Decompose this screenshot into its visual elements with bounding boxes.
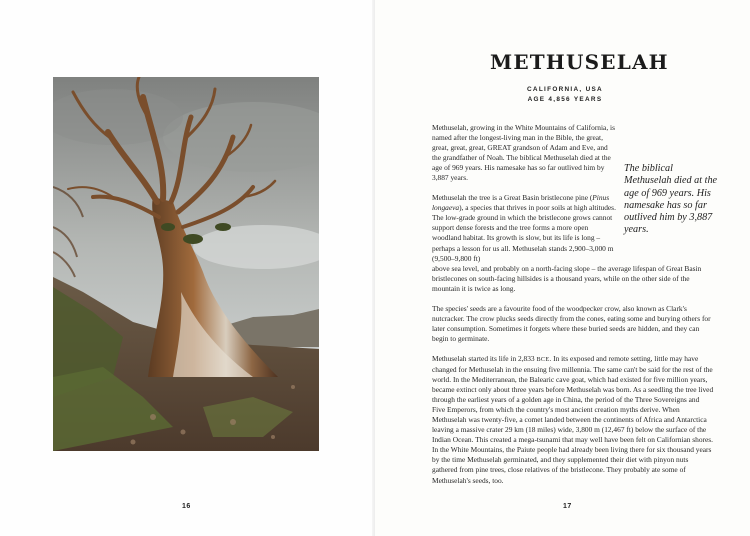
era-label: BCE <box>536 355 550 363</box>
paragraph-2-body: ), a species that thrives in poor soils at high altitudes. The low-grade ground in which the bristlecone grows cannot support dense forests and the tree forms a more open woodland habitat. Its growth is slow, but its life is long – perhaps a lesson for us all. Methuselah stands 2,900–3,000 m (9,500–9,800 ft) <box>432 203 616 263</box>
page-number: 17 <box>563 503 572 510</box>
paragraph-2-continued: above sea level, and probably on a north-facing slope – the average lifespan of Great Basin bristlecones on south-facing hillsides is a thousand years, while on the other side of the mountain it is twice as long. <box>432 263 702 293</box>
species-name: Pinus longaeva <box>432 193 610 213</box>
paragraph-2-top <box>432 193 616 263</box>
paragraph-4 <box>432 354 714 486</box>
chapter-title: METHUSELAH <box>490 50 669 74</box>
bristlecone-pine-photo <box>53 77 319 451</box>
pull-quote: The biblical Methuselah died at the age of 969 years. His namesake has so far outlived him by 3,887 years. <box>624 163 718 236</box>
paragraph-4-body: . In its exposed and remote setting, little may have changed for Methuselah in the ensuing five millennia. The same can't be said for the rest of the world. In the Mediterranean, the Balearic cave goat, which had existed for five million years, became extinct only about three years before Methuselah was born. As a seedling the tree lived through the earliest years of a golden age in China, the period of the Three Sovereigns and Five Emperors, from which the country's most ancient creation myths derive. When Methuselah was twenty-five, a comet landed between the continents of Africa and Antarctica leaving a massive crater 29 km (18 miles) wide, 3,800 m (12,467 ft) below the surface of the Indian Ocean. This created a mega-tsunami that may well have been felt on Californian shores. In the White Mountains, the Paiute people had already been living there for six thousand years by the time Methuselah germinated, and they supplemented their diet with pinyon nuts gathered from pine trees, close relatives of the bristlecone. They probably ate some of Methuselah's seeds, too. <box>432 353 714 485</box>
right-page <box>375 0 750 536</box>
paragraph-1: Methuselah, growing in the White Mountains of California, is named after the longest-living man in the Bible, the great, great, great, great, GREAT grandson of Adam and Eve, and the grandfather of Noah. The biblical Methuselah died at the age of 969 years. His namesake has so far outlived him by 3,887 years. <box>432 123 615 183</box>
paragraph-3: The species' seeds are a favourite food of the woodpecker crow, also known as Clark's nutcracker. The crow plucks seeds directly from the cones, eating some and burying others for later consumption. Sometimes it forgets where these buried seeds are hidden, and they can begin to germinate. <box>432 303 711 343</box>
paragraph-2-lead: Methuselah the tree is a Great Basin bristlecone pine ( <box>432 193 593 203</box>
page-number: 16 <box>182 503 191 510</box>
location-label: CALIFORNIA, USA <box>527 86 603 93</box>
age-label: AGE 4,856 YEARS <box>527 96 603 103</box>
paragraph-4-lead: Methuselah started its life in 2,833 <box>432 353 537 363</box>
